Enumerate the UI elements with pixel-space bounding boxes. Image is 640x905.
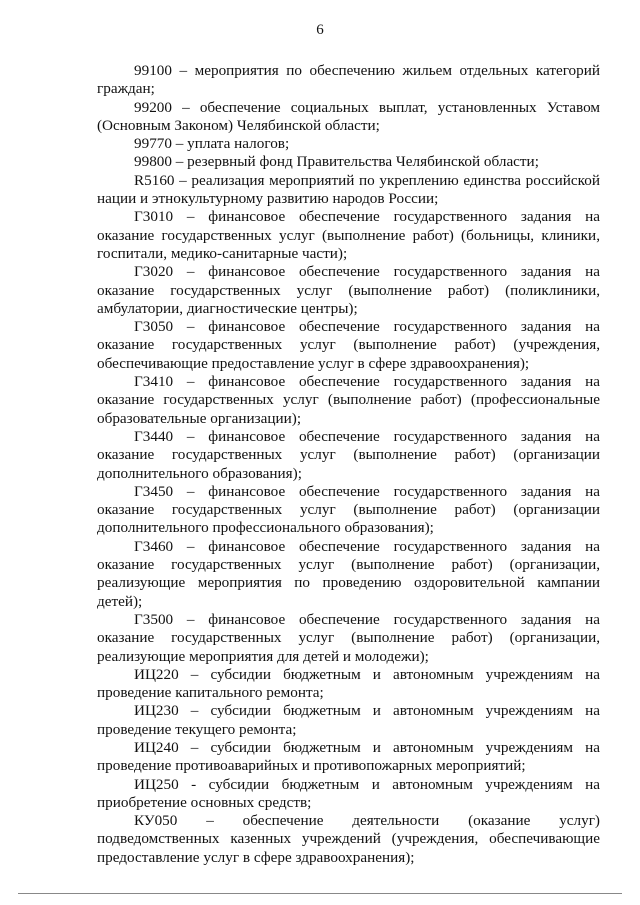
paragraph: ИЦ240 – субсидии бюджетным и автономным учреждениям на проведение противоаварийных и противопожарных мероприятий;: [97, 738, 600, 775]
paragraph: Г3440 – финансовое обеспечение государственного задания на оказание государственных услуг (выполнение работ) (организации дополнительного образования);: [97, 427, 600, 482]
paragraph: Г3450 – финансовое обеспечение государственного задания на оказание государственных услуг (выполнение работ) (организации дополнительного профессионального образования);: [97, 482, 600, 537]
paragraph: 99770 – уплата налогов;: [134, 135, 290, 153]
paragraph: ИЦ230 – субсидии бюджетным и автономным учреждениям на проведение текущего ремонта;: [97, 702, 600, 738]
paragraph: ИЦ250 - субсидии бюджетным и автономным учреждениям на приобретение основных средств;: [97, 775, 600, 811]
paragraph: КУ050 – обеспечение деятельности (оказание услуг) подведомственных казенных учреждений (учреждения, обеспечивающие предоставление услуг в сфере здравоохранения);: [97, 812, 600, 866]
paragraph: 99200 – обеспечение социальных выплат, установленных Уставом (Основным Законом) Челябинской области;: [97, 98, 600, 134]
paragraph: Г3050 – финансовое обеспечение государственного задания на оказание государственных услуг (выполнение работ) (учреждения, обеспечивающие предоставление услуг в сфере здравоохранения);: [97, 318, 600, 372]
paragraph: R5160 – реализация мероприятий по укреплению единства российской нации и этнокультурному развитию народов России;: [97, 171, 600, 208]
paragraph: ИЦ220 – субсидии бюджетным и автономным учреждениям на проведение капитального ремонта;: [97, 665, 600, 702]
scan-edge-divider: [18, 893, 622, 894]
paragraph: Г3500 – финансовое обеспечение государственного задания на оказание государственных услуг (выполнение работ) (организации, реализующие мероприятия для детей и молодежи);: [97, 610, 600, 665]
page-number: 6: [316, 22, 324, 38]
paragraph: 99100 – мероприятия по обеспечению жильем отдельных категорий граждан;: [97, 62, 600, 98]
paragraph: Г3460 – финансовое обеспечение государственного задания на оказание государственных услуг (выполнение работ) (организации, реализующие мероприятия по проведению оздоровительной кампании детей);: [97, 537, 600, 610]
paragraph: Г3410 – финансовое обеспечение государственного задания на оказание государственных услуг (выполнение работ) (профессиональные образовательные организации);: [97, 373, 600, 427]
paragraph: Г3020 – финансовое обеспечение государственного задания на оказание государственных услуг (выполнение работ) (поликлиники, амбулатории, диагностические центры);: [97, 263, 600, 317]
paragraph: 99800 – резервный фонд Правительства Челябинской области;: [134, 153, 539, 171]
document-body: [97, 62, 600, 867]
paragraph: Г3010 – финансовое обеспечение государственного задания на оказание государственных услуг (выполнение работ) (больницы, клиники, госпитали, медико-санитарные части);: [97, 208, 600, 262]
